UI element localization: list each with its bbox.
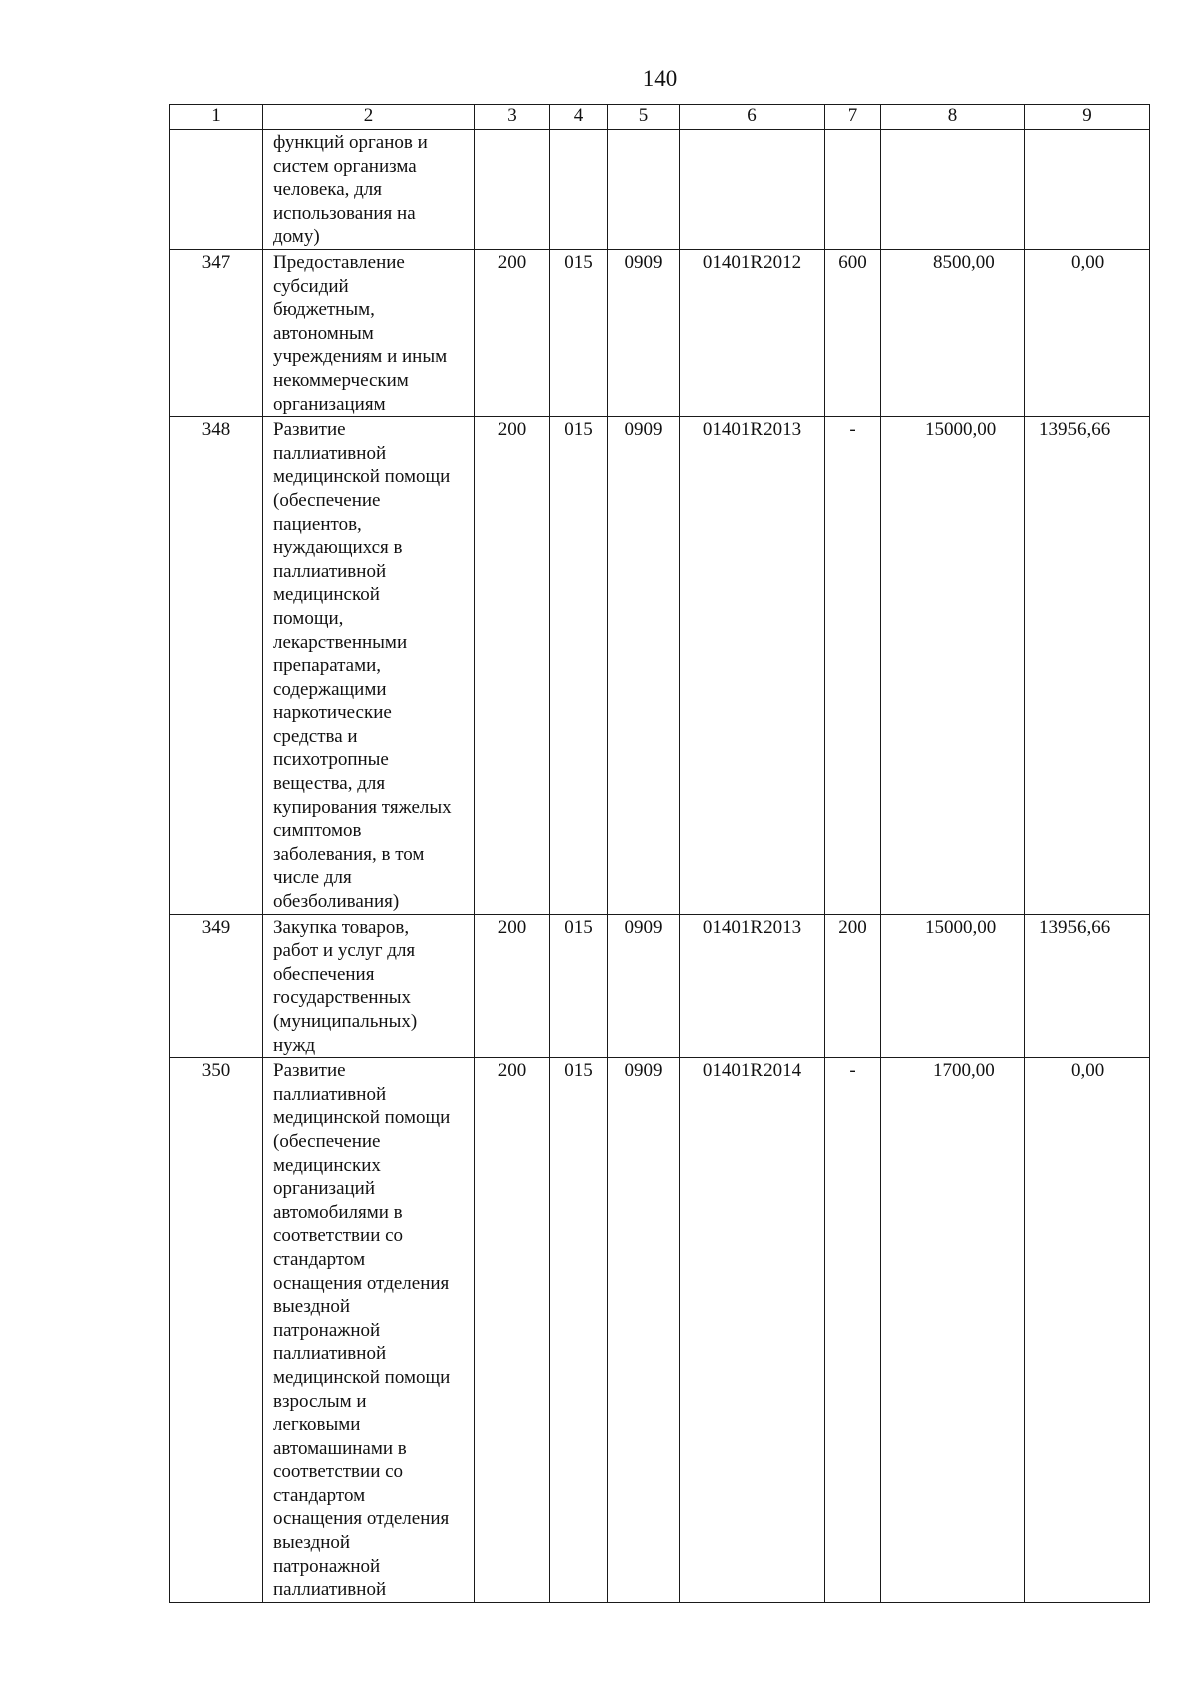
code-cell: 01401R2012	[680, 250, 825, 417]
column-header: 5	[608, 105, 680, 130]
amount-cell: 15000,00	[881, 417, 1025, 914]
row-number: 347	[170, 250, 263, 417]
code-cell: -	[825, 1058, 881, 1603]
amount-cell: 8500,00	[881, 250, 1025, 417]
code-cell	[608, 130, 680, 250]
code-cell: 0909	[608, 1058, 680, 1603]
amount-cell: 1700,00	[881, 1058, 1025, 1603]
code-cell: 015	[550, 1058, 608, 1603]
code-cell: 200	[475, 250, 550, 417]
row-number: 350	[170, 1058, 263, 1603]
column-header: 2	[263, 105, 475, 130]
amount-cell: 13956,66	[1025, 914, 1150, 1058]
column-header: 6	[680, 105, 825, 130]
code-cell	[475, 130, 550, 250]
code-cell: 01401R2014	[680, 1058, 825, 1603]
code-cell: 015	[550, 417, 608, 914]
column-header: 3	[475, 105, 550, 130]
row-description: Развитие паллиативной медицинской помощи (обеспечение медицинских организаций автомобилями в соответствии со стандартом оснащения отделения выездной патронажной паллиативной медицинской помощи взрослым и легковыми автомашинами в соответствии со стандартом оснащения отделения выездной патронажной паллиативной	[263, 1058, 475, 1603]
code-cell	[550, 130, 608, 250]
table-row	[170, 914, 1150, 1058]
row-number: 349	[170, 914, 263, 1058]
row-description: Предоставление субсидий бюджетным, автономным учреждениям и иным некоммерческим организациям	[263, 250, 475, 417]
page-number: 140	[642, 66, 678, 91]
column-header: 8	[881, 105, 1025, 130]
row-description: функций органов и систем организма человека, для использования на дому)	[263, 130, 475, 250]
row-number: 348	[170, 417, 263, 914]
table-row	[170, 417, 1150, 914]
code-cell	[680, 130, 825, 250]
budget-table	[169, 104, 1150, 1603]
column-header: 9	[1025, 105, 1150, 130]
amount-cell: 15000,00	[881, 914, 1025, 1058]
row-number	[170, 130, 263, 250]
table-row	[170, 250, 1150, 417]
amount-cell: 13956,66	[1025, 417, 1150, 914]
code-cell: 200	[475, 914, 550, 1058]
amount-cell: 0,00	[1025, 250, 1150, 417]
code-cell: 0909	[608, 250, 680, 417]
code-cell: -	[825, 417, 881, 914]
amount-cell	[1025, 130, 1150, 250]
code-cell: 0909	[608, 417, 680, 914]
row-description: Закупка товаров, работ и услуг для обеспечения государственных (муниципальных) нужд	[263, 914, 475, 1058]
table-row	[170, 1058, 1150, 1603]
row-description: Развитие паллиативной медицинской помощи (обеспечение пациентов, нуждающихся в паллиативной медицинской помощи, лекарственными препаратами, содержащими наркотические средства и психотропные вещества, для купирования тяжелых симптомов заболевания, в том числе для обезболивания)	[263, 417, 475, 914]
header-row	[170, 105, 1150, 130]
code-cell	[825, 130, 881, 250]
column-header: 4	[550, 105, 608, 130]
code-cell: 0909	[608, 914, 680, 1058]
code-cell: 01401R2013	[680, 914, 825, 1058]
code-cell: 200	[475, 1058, 550, 1603]
code-cell: 200	[475, 417, 550, 914]
column-header: 1	[170, 105, 263, 130]
code-cell: 01401R2013	[680, 417, 825, 914]
code-cell: 015	[550, 250, 608, 417]
table-row	[170, 130, 1150, 250]
amount-cell	[881, 130, 1025, 250]
code-cell: 600	[825, 250, 881, 417]
code-cell: 015	[550, 914, 608, 1058]
code-cell: 200	[825, 914, 881, 1058]
column-header: 7	[825, 105, 881, 130]
amount-cell: 0,00	[1025, 1058, 1150, 1603]
